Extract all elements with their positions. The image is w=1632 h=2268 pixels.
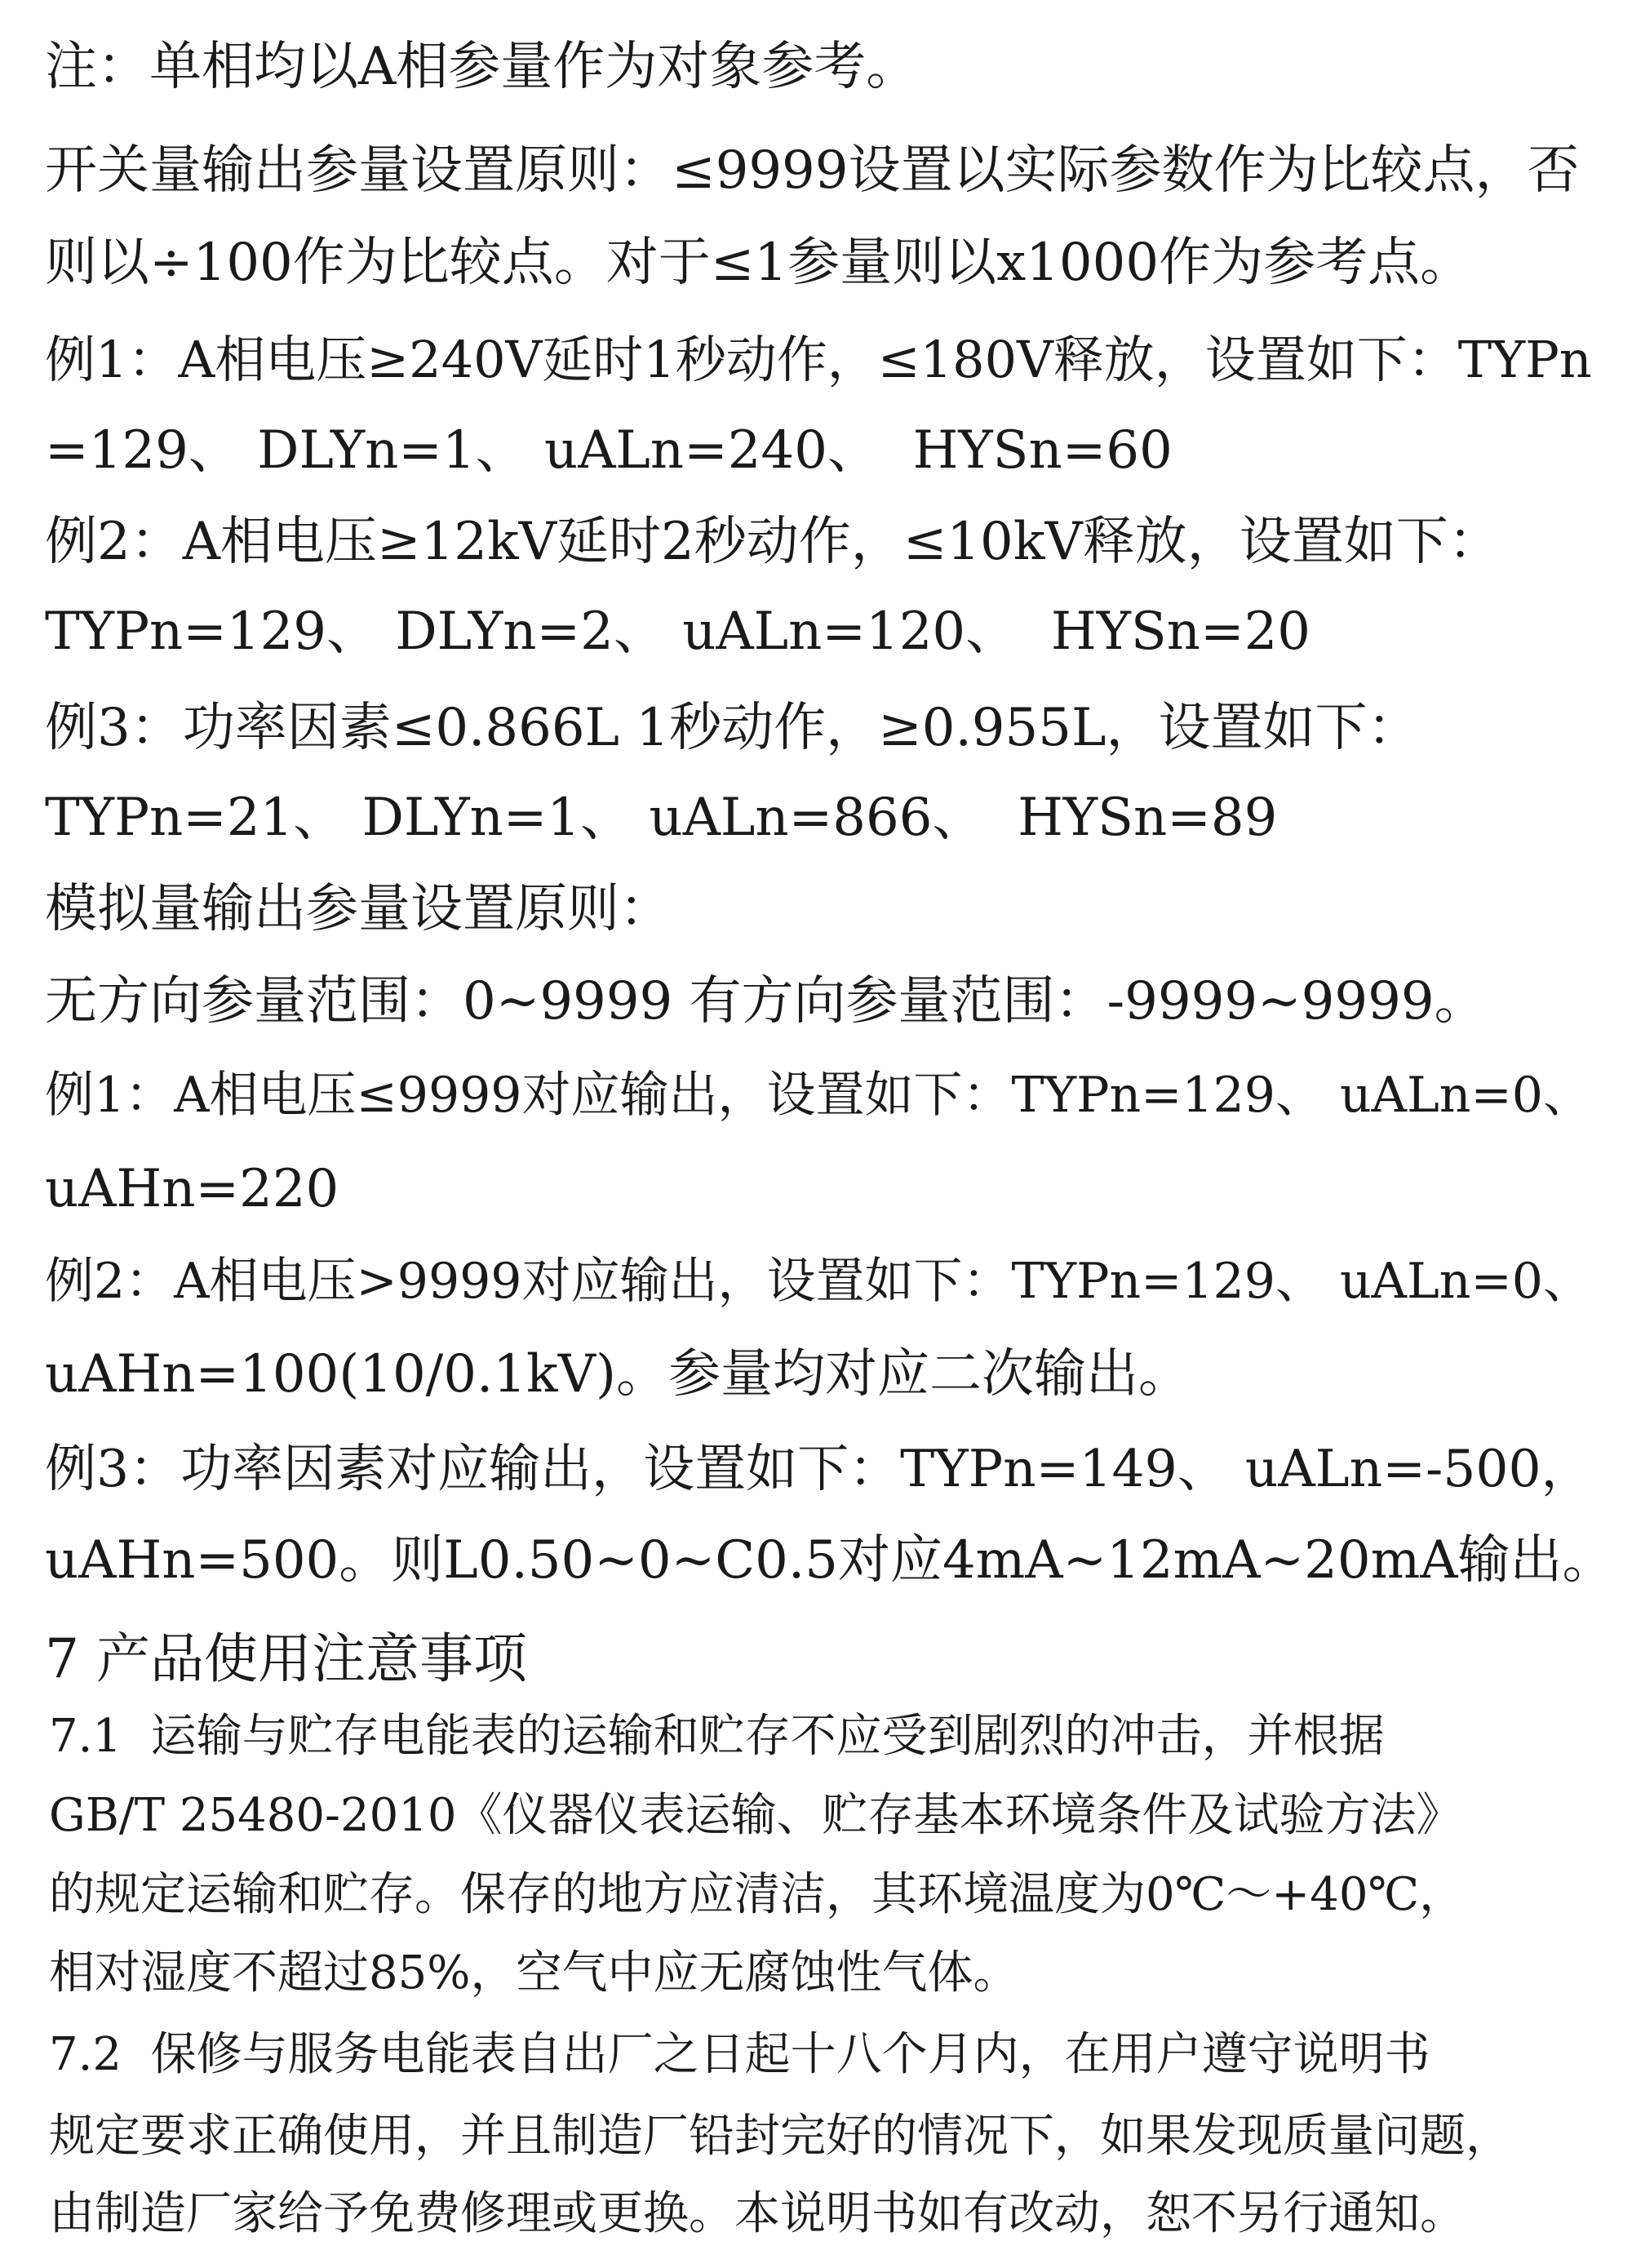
analog-example-1-settings: uAHn=220 — [45, 1159, 339, 1219]
section-7-2-line-1: 7.2 保修与服务电能表自出厂之日起十八个月内，在用户遵守说明书 — [49, 2028, 1430, 2081]
switch-example-3-settings: TYPn=21、 DLYn=1、 uALn=866、 HYSn=89 — [45, 788, 1278, 848]
analog-example-2-settings: uAHn=100(10/0.1kV)。参量均对应二次输出。 — [45, 1344, 1191, 1405]
switch-example-1-settings: =129、 DLYn=1、 uALn=240、 HYSn=60 — [45, 420, 1173, 481]
analog-example-3: 例3：功率因素对应输出，设置如下：TYPn=149、 uALn=-500， — [45, 1439, 1593, 1498]
switch-example-2: 例2：A相电压≥12kV延时2秒动作，≤10kV释放，设置如下： — [45, 512, 1501, 572]
switch-output-principle: 开关量输出参量设置原则：≤9999设置以实际参数作为比较点，否 — [45, 140, 1580, 201]
section-7-1-line-2: GB/T 25480-2010《仪器仪表运输、贮存基本环境条件及试验方法》 — [49, 1789, 1462, 1842]
analog-example-3-settings: uAHn=500。则L0.50~0~C0.5对应4mA~12mA~20mA输出。 — [45, 1530, 1615, 1591]
section-7-1-line-1: 7.1 运输与贮存电能表的运输和贮存不应受到剧烈的冲击，并根据 — [49, 1710, 1385, 1763]
section-7-2-line-2: 规定要求正确使用，并且制造厂铅封完好的情况下，如果发现质量问题， — [49, 2110, 1511, 2163]
section-7-2-line-3: 由制造厂家给予免费修理或更换。本说明书如有改动，恕不另行通知。 — [49, 2187, 1466, 2240]
switch-output-principle-cont: 则以÷100作为比较点。对于≤1参量则以x1000作为参考点。 — [45, 233, 1473, 293]
switch-example-2-settings: TYPn=129、 DLYn=2、 uALn=120、 HYSn=20 — [45, 601, 1311, 662]
switch-example-3: 例3：功率因素≤0.866L 1秒动作，≥0.955L，设置如下： — [45, 698, 1420, 758]
switch-example-1: 例1：A相电压≥240V延时1秒动作，≤180V释放，设置如下：TYPn — [45, 330, 1592, 389]
note-line: 注：单相均以A相参量作为对象参考。 — [45, 37, 919, 97]
analog-range: 无方向参量范围：0~9999 有方向参量范围：-9999~9999。 — [45, 971, 1487, 1032]
analog-output-principle: 模拟量输出参量设置原则： — [45, 879, 672, 939]
section-title: 7 产品使用注意事项 — [45, 1627, 527, 1690]
analog-example-1: 例1：A相电压≤9999对应输出，设置如下：TYPn=129、 uALn=0、 — [45, 1067, 1592, 1124]
section-7-1-line-4: 相对湿度不超过85%，空气中应无腐蚀性气体。 — [49, 1946, 1019, 1999]
section-7-1-line-3: 的规定运输和贮存。保存的地方应清洁，其环境温度为0℃～+40℃， — [49, 1868, 1466, 1921]
analog-example-2: 例2：A相电压>9999对应输出，设置如下：TYPn=129、 uALn=0、 — [45, 1253, 1592, 1310]
